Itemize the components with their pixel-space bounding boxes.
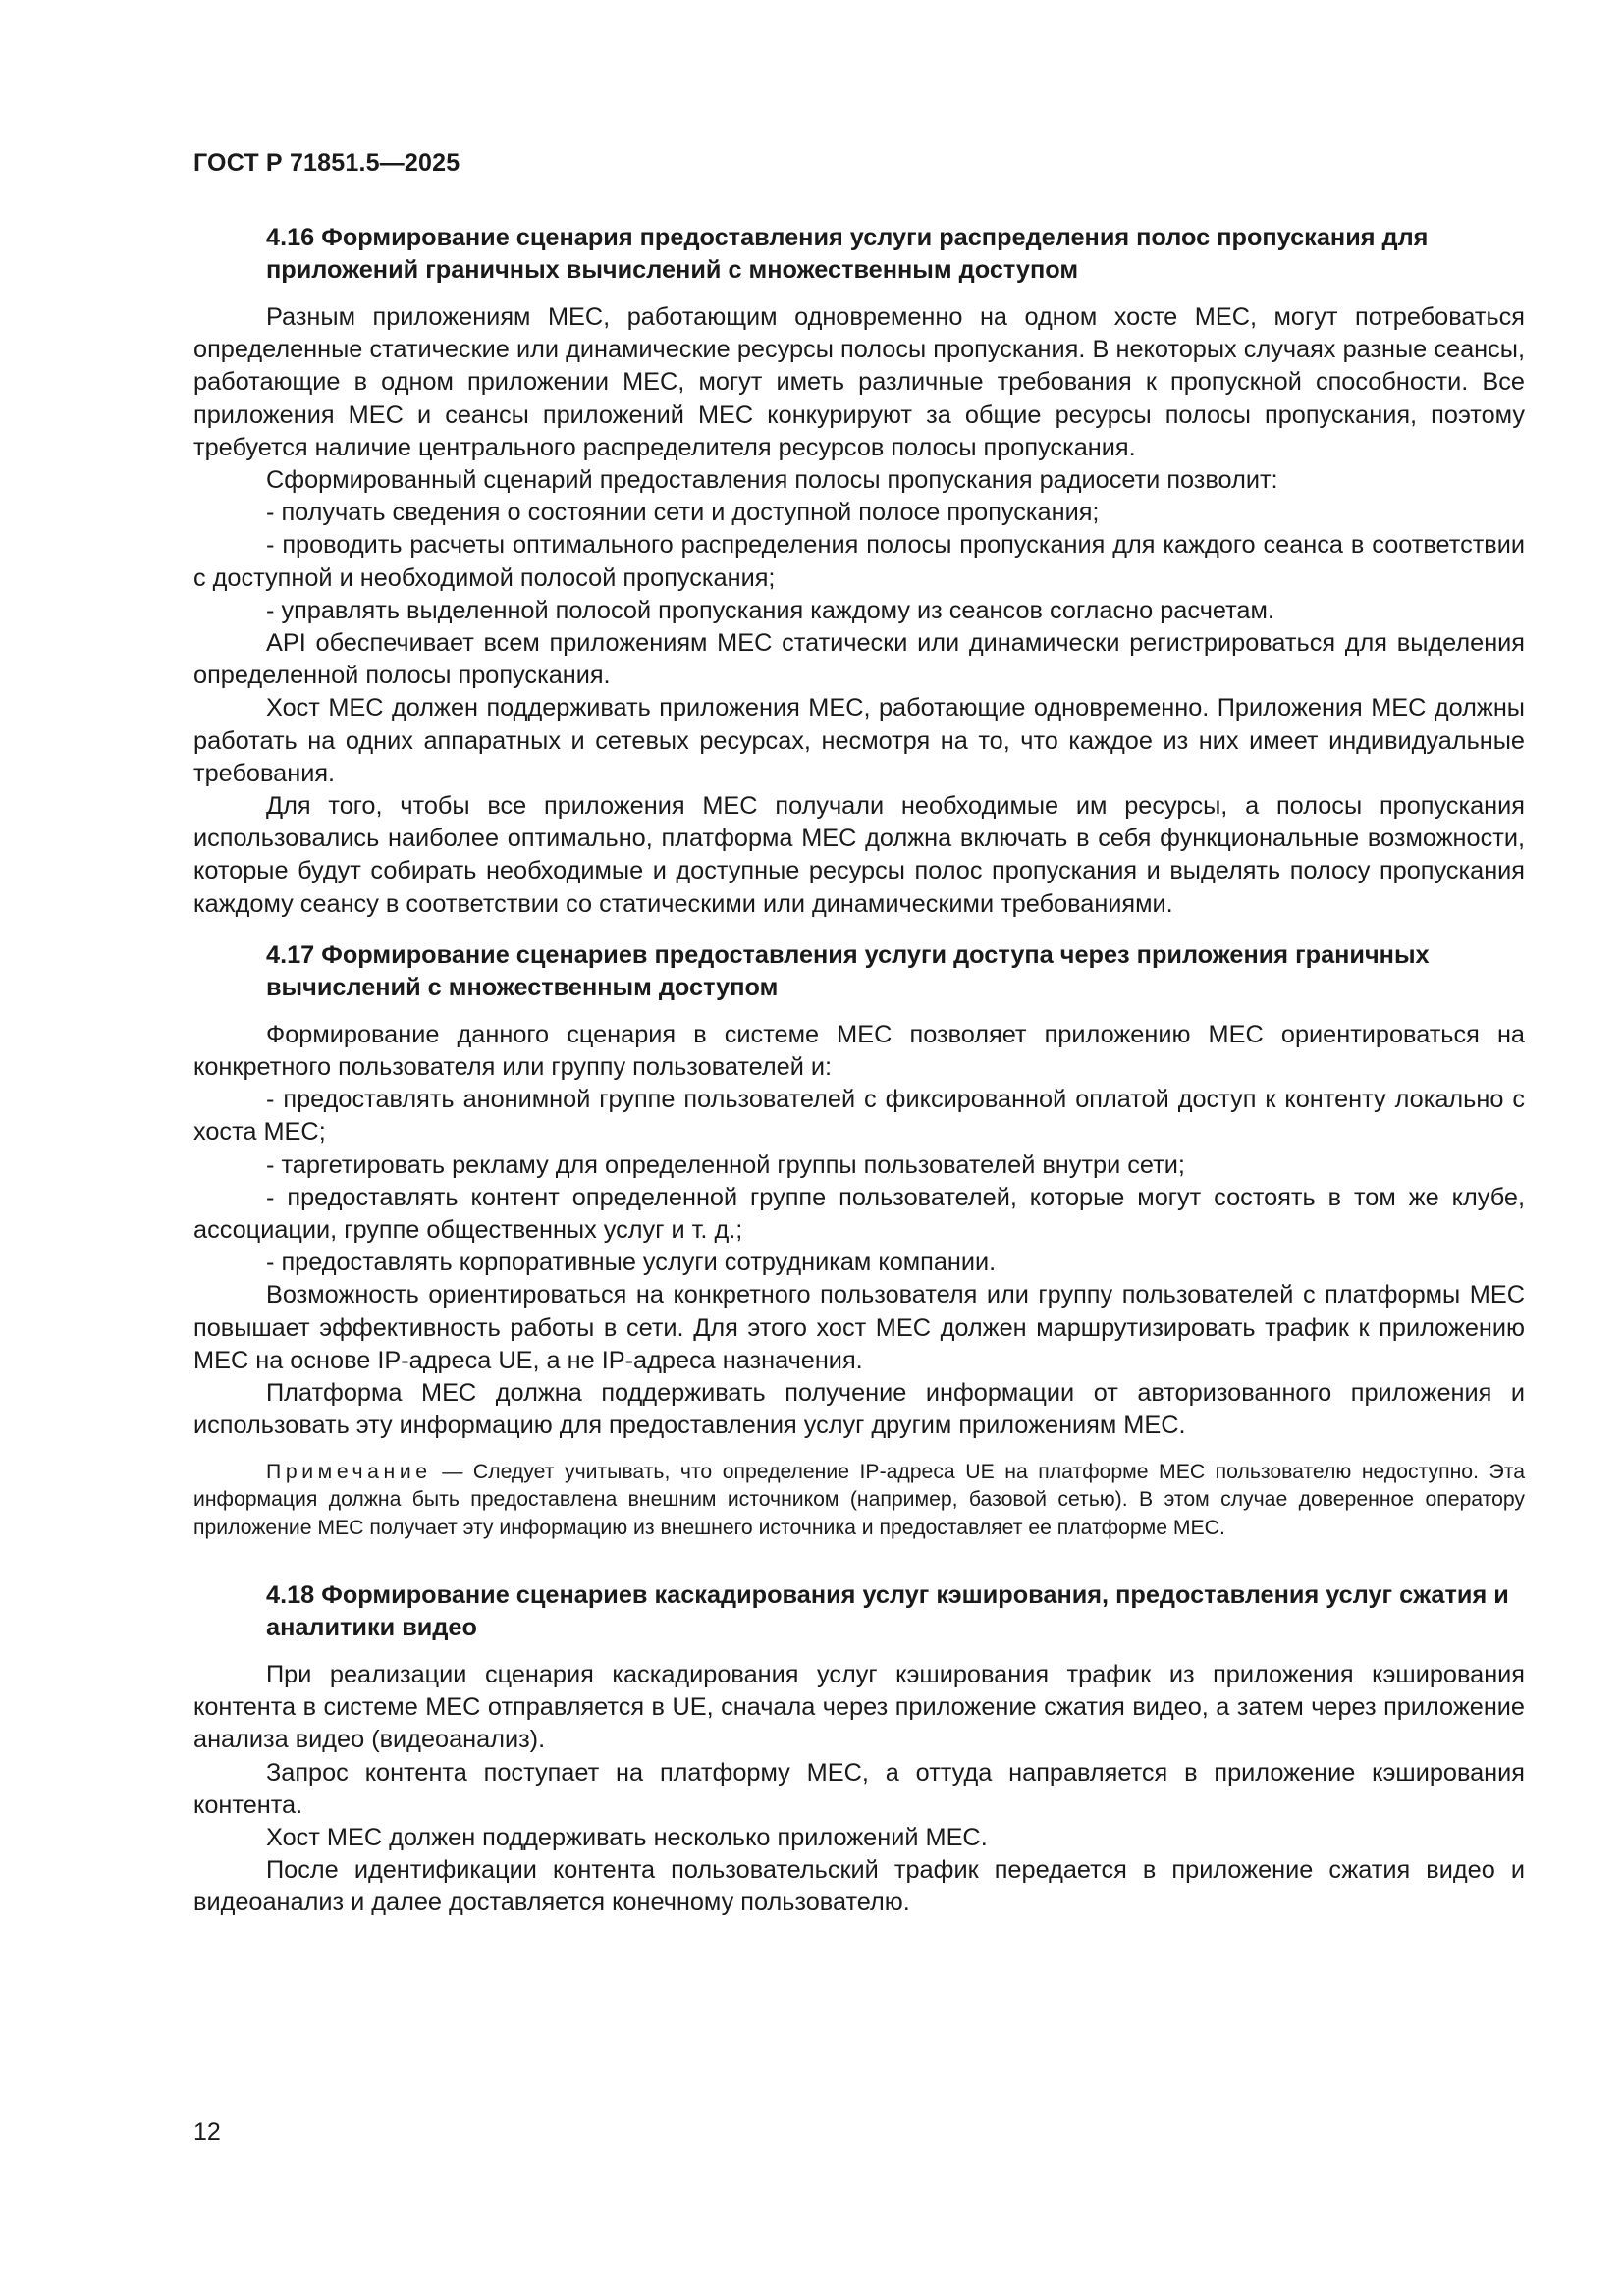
list-item: - таргетировать рекламу для определенной группы пользователей внутри сети; xyxy=(266,1150,1185,1179)
list-item: - предоставлять контент определенной группе пользователей, которые могут состоять в том же клубе, ассоциации, группе общественных услуг и т. д.; xyxy=(193,1183,1525,1245)
list-item: - получать сведения о состоянии сети и доступной полосе пропускания; xyxy=(266,499,1100,527)
section-title-4-17: 4.17 Формирование сценариев предоставления услуги доступа через приложения граничных вычислений с множественным доступом xyxy=(266,940,1430,1001)
paragraph: Хост MEC должен поддерживать несколько приложений MEC. xyxy=(266,1823,988,1851)
note-label: Примечание xyxy=(266,1460,432,1483)
list-item: - предоставлять анонимной группе пользователей с фиксированной оплатой доступ к контенту локально с хоста MEC; xyxy=(193,1086,1525,1147)
page-number: 12 xyxy=(193,2118,221,2146)
paragraph: После идентификации контента пользовательский трафик передается в приложение сжатия видео и видеоанализ и далее доставляется конечному пользователю. xyxy=(193,1856,1525,1917)
section-title-4-16: 4.16 Формирование сценария предоставления услуги распределения полос пропускания для приложений граничных вычислений с множественным доступом xyxy=(266,224,1429,284)
paragraph: Хост MEC должен поддерживать приложения MEC, работающие одновременно. Приложения MEC должны работать на одних аппаратных и сетевых ресурсах, несмотря на то, что каждое из них имеет индивидуальные требования. xyxy=(193,694,1525,787)
list-item: - проводить расчеты оптимального распределения полосы пропускания для каждого сеанса в соответствии с доступной и необходимой полосой пропускания; xyxy=(193,531,1525,592)
paragraph: Для того, чтобы все приложения MEC получали необходимые им ресурсы, а полосы пропускания использовались наиболее оптимально, платформа MEC должна включать в себя функциональные возможности, которые будут собирать необходимые и доступные ресурсы полос пропускания и выделять полосу пропускания каждому сеансу в соответствии со статическими или динамическими требованиями. xyxy=(193,792,1525,918)
paragraph: Возможность ориентироваться на конкретного пользователя или группу пользователей с платформы MEC повышает эффективность работы в сети. Для этого хост MEC должен маршрутизировать трафик к приложению MEC на основе IP-адреса UE, а не IP-адреса назначения. xyxy=(193,1281,1525,1374)
paragraph: API обеспечивает всем приложениям MEC статически или динамически регистрироваться для выделения определенной полосы пропускания. xyxy=(193,629,1525,690)
document-body xyxy=(193,222,1525,1920)
list-item: - управлять выделенной полосой пропускания каждому из сеансов согласно расчетам. xyxy=(266,596,1274,624)
paragraph: Платформа MEC должна поддерживать получение информации от авторизованного приложения и использовать эту информацию для предоставления услуг другим приложениям MEC. xyxy=(193,1379,1525,1440)
list-item: - предоставлять корпоративные услуги сотрудникам компании. xyxy=(266,1249,997,1277)
note-text: — Следует учитывать, что определение IP-адреса UE на платформе MEC пользователю недоступно. Эта информация должна быть предоставлена внешним источником (например, базовой сетью). В этом случае доверенное оператору приложение MEC получает эту информацию из внешнего источника и предоставляет ее платформе MEC. xyxy=(193,1460,1525,1540)
paragraph: Разным приложениям MEC, работающим одновременно на одном хосте MEC, могут потребоваться определенные статические или динамические ресурсы полосы пропускания. В некоторых случаях разные сеансы, работающие в одном приложении MEC, могут иметь различные требования к пропускной способности. Все приложения MEC и сеансы приложений MEC конкурируют за общие ресурсы полосы пропускания, поэтому требуется наличие центрального распределителя ресурсов полосы пропускания. xyxy=(193,303,1525,461)
note xyxy=(193,1459,1525,1543)
section-title-4-18: 4.18 Формирование сценариев каскадирования услуг кэширования, предоставления услуг сжатия и аналитики видео xyxy=(266,1580,1509,1641)
paragraph: Запрос контента поступает на платформу MEC, а оттуда направляется в приложение кэширования контента. xyxy=(193,1758,1525,1819)
paragraph: При реализации сценария каскадирования услуг кэширования трафик из приложения кэширования контента в системе MEC отправляется в UE, сначала через приложение сжатия видео, а затем через приложение анализа видео (видеоанализ). xyxy=(193,1660,1525,1754)
document-header: ГОСТ Р 71851.5—2025 xyxy=(193,149,460,177)
paragraph: Формирование данного сценария в системе MEC позволяет приложению MEC ориентироваться на конкретного пользователя или группу пользователей и: xyxy=(193,1020,1525,1082)
paragraph: Сформированный сценарий предоставления полосы пропускания радиосети позволит: xyxy=(266,466,1278,495)
